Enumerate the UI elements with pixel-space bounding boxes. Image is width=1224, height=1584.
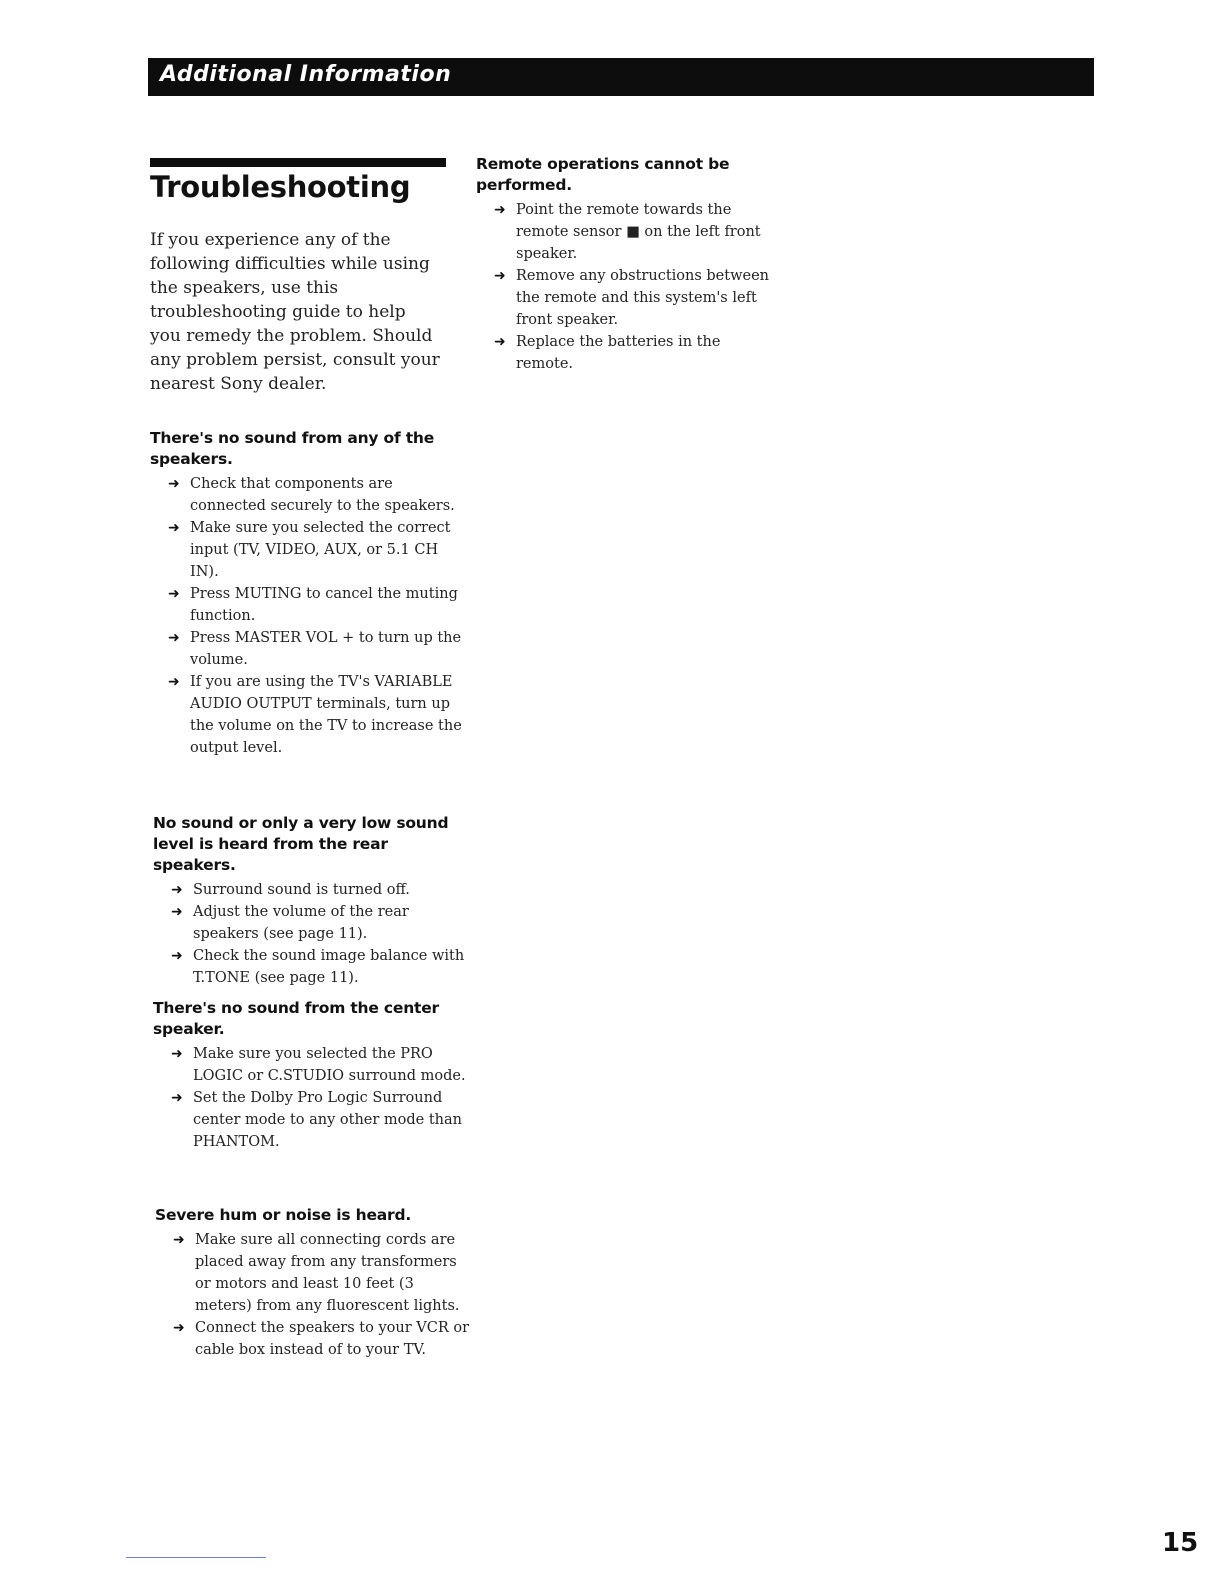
solution-item: ➜ Surround sound is turned off.	[153, 879, 473, 901]
arrow-icon: ➜	[171, 1090, 183, 1106]
solution-item: ➜ Connect the speakers to your VCR or cable box instead of to your TV.	[155, 1317, 475, 1361]
arrow-icon: ➜	[171, 948, 183, 964]
arrow-icon: ➜	[173, 1320, 185, 1336]
arrow-icon: ➜	[494, 334, 506, 350]
section-no-sound	[150, 428, 470, 759]
arrow-icon: ➜	[168, 674, 180, 690]
solution-list	[150, 473, 470, 759]
solution-item: ➜ Point the remote towards the remote sensor ■ on the left front speaker.	[476, 199, 776, 265]
solution-list	[153, 879, 473, 989]
solution-item: ➜ Check that components are connected securely to the speakers.	[150, 473, 470, 517]
arrow-icon: ➜	[168, 476, 180, 492]
arrow-icon: ➜	[168, 586, 180, 602]
solution-item: ➜ Adjust the volume of the rear speakers (see page 11).	[153, 901, 473, 945]
solution-item: ➜ Press MASTER VOL + to turn up the volume.	[150, 627, 470, 671]
section-heading: There's no sound from the center speaker.	[153, 999, 439, 1038]
arrow-icon: ➜	[171, 1046, 183, 1062]
solution-item: ➜ If you are using the TV's VARIABLE AUDIO OUTPUT terminals, turn up the volume on the TV to increase the output level.	[150, 671, 470, 759]
solution-list	[476, 199, 776, 375]
solution-item: ➜ Set the Dolby Pro Logic Surround center mode to any other mode than PHANTOM.	[153, 1087, 473, 1153]
arrow-icon: ➜	[168, 630, 180, 646]
arrow-icon: ➜	[168, 520, 180, 536]
arrow-icon: ➜	[171, 882, 183, 898]
solution-item: ➜ Replace the batteries in the remote.	[476, 331, 776, 375]
arrow-icon: ➜	[494, 202, 506, 218]
solution-item: ➜ Make sure all connecting cords are placed away from any transformers or motors and least 10 feet (3 meters) from any fluorescent lights.	[155, 1229, 475, 1317]
page-number: 15	[1162, 1528, 1199, 1558]
title-rule	[150, 158, 446, 167]
section-heading: Remote operations cannot be performed.	[476, 155, 730, 194]
section-heading: There's no sound from any of the speakers.	[150, 429, 435, 468]
section-rear-speakers	[153, 813, 473, 989]
solution-item: ➜ Make sure you selected the PRO LOGIC or C.STUDIO surround mode.	[153, 1043, 473, 1087]
solution-list	[155, 1229, 475, 1361]
arrow-icon: ➜	[494, 268, 506, 284]
section-heading: No sound or only a very low sound level is heard from the rear speakers.	[153, 814, 449, 874]
section-remote	[476, 154, 776, 375]
section-center-speaker	[153, 998, 473, 1153]
page-title: Troubleshooting	[150, 170, 411, 204]
arrow-icon: ➜	[171, 904, 183, 920]
solution-item: ➜ Remove any obstructions between the remote and this system's left front speaker.	[476, 265, 776, 331]
intro-paragraph: If you experience any of the following difficulties while using the speakers, use this troubleshooting guide to help you remedy the problem. Should any problem persist, consult your nearest Sony dealer.	[150, 230, 440, 394]
solution-list	[153, 1043, 473, 1153]
header-title: Additional Information	[160, 62, 452, 87]
solution-item: ➜ Press MUTING to cancel the muting function.	[150, 583, 470, 627]
solution-item: ➜ Make sure you selected the correct input (TV, VIDEO, AUX, or 5.1 CH IN).	[150, 517, 470, 583]
section-heading: Severe hum or noise is heard.	[155, 1206, 412, 1224]
footer-line	[126, 1557, 266, 1558]
solution-item: ➜ Check the sound image balance with T.TONE (see page 11).	[153, 945, 473, 989]
arrow-icon: ➜	[173, 1232, 185, 1248]
section-hum-noise	[155, 1205, 475, 1361]
header-bar	[148, 58, 1094, 96]
